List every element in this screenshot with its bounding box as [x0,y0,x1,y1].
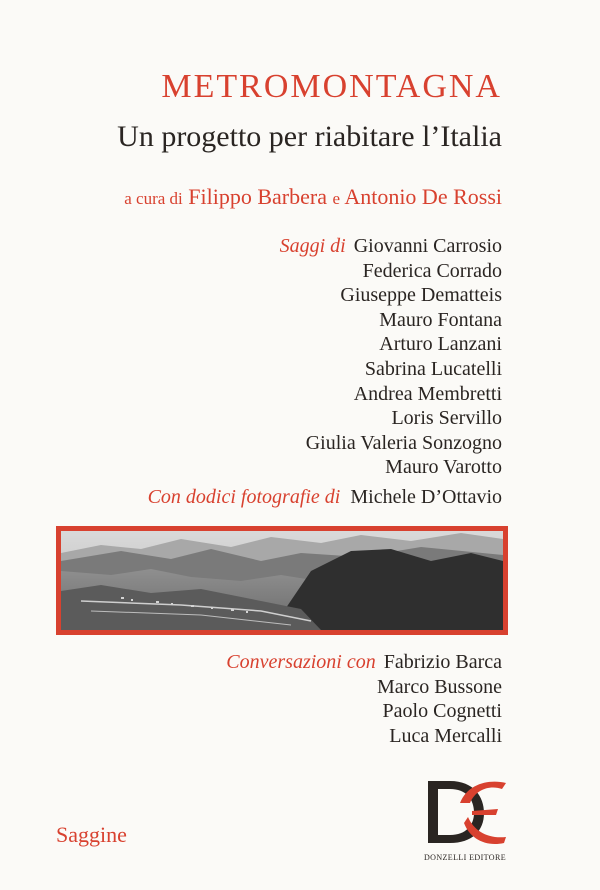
mountain-landscape-image [61,531,503,630]
conversation-person: Marco Bussone [377,675,502,698]
essay-author: Giulia Valeria Sonzogno [305,431,502,454]
editors-prefix: a cura di [124,189,183,208]
essay-author: Arturo Lanzani [379,333,502,356]
book-subtitle: Un progetto per riabitare l’Italia [117,120,502,153]
cover-photo [56,526,508,635]
editors-line [124,184,502,210]
conversation-person: Luca Mercalli [389,724,502,747]
series-name: Saggine [56,822,127,847]
essay-author: Loris Servillo [391,407,502,430]
essays-block [280,234,502,480]
book-title: METROMONTAGNA [161,68,502,105]
publisher-name: DONZELLI EDITORE [423,853,506,862]
essays-label: Saggi di [279,235,346,257]
editor-first: Filippo Barbera [188,184,327,209]
publisher-logo-icon [420,773,512,853]
conversation-person: Paolo Cognetti [382,700,502,723]
photos-label: Con dodici fotografie di [147,486,341,508]
essay-author: Giovanni Carrosio [353,235,502,257]
photos-credit [148,486,502,509]
essay-author: Mauro Varotto [385,456,502,479]
conversations-label: Conversazioni con [226,651,376,673]
essay-author: Federica Corrado [362,259,502,282]
editor-second: Antonio De Rossi [344,184,502,209]
essay-author: Sabrina Lucatelli [364,357,502,380]
conversations-block [226,650,502,748]
photographer-name: Michele D’Ottavio [350,486,502,508]
essay-author: Mauro Fontana [379,308,502,331]
conversation-person: Fabrizio Barca [383,651,502,673]
essay-author: Giuseppe Dematteis [340,284,502,307]
essay-author: Andrea Membretti [353,382,502,405]
editors-conjunction: e [332,189,341,208]
